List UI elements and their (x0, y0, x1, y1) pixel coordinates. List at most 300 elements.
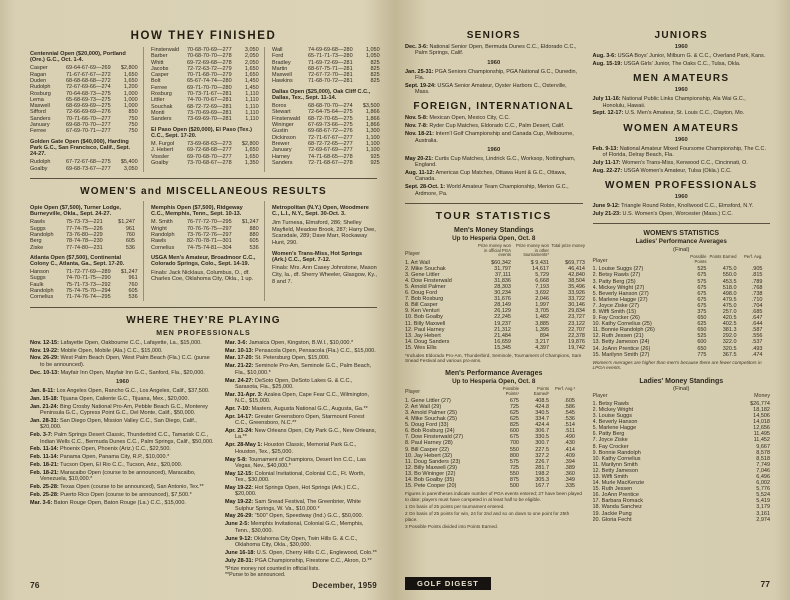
page-number-right: 77 (760, 578, 770, 589)
round-scores: 72-71-68-67—278 (308, 159, 353, 166)
prize-money: 1,000 (123, 103, 138, 110)
calendar-entry (405, 184, 583, 197)
performance-average: .605 (564, 397, 575, 404)
tournament-result-block (272, 47, 380, 85)
prize-money: 961 (128, 275, 138, 282)
money: $26,774 (750, 400, 770, 407)
player-name: 15. Pete Cooper (20) (405, 483, 457, 490)
player-name: 15. Wes Ellis (405, 344, 437, 351)
points-earned: 408.5 (535, 397, 549, 404)
money: 12,656 (753, 425, 770, 432)
player-name: Lema (30, 96, 44, 103)
schedule-text: San Diego Open, Mission Valley C.C., San Diego, Calif., $20,000. (40, 418, 197, 431)
official-money: 26,129 (494, 308, 511, 315)
result-rows (151, 140, 259, 166)
womens-statistics-table (593, 230, 771, 370)
official-money: 37,111 (494, 271, 511, 278)
womens-misc-title: WOMEN'S and MISCELLANEOUS RESULTS (80, 185, 327, 197)
schedule-column-1 (30, 340, 215, 579)
money: 6,002 (756, 480, 770, 487)
player-name: 15. Ruth Jessen (592, 486, 633, 493)
round-scores: 74-75-74-81—304 (187, 244, 232, 251)
total-money: 38,504 (568, 277, 585, 284)
tournament-result-block (30, 254, 138, 301)
ladies-money-headers (593, 394, 771, 400)
player-name: Rudolph (30, 159, 51, 166)
schedule-date: Nov. 12-15: (30, 339, 59, 346)
result-rows (30, 269, 138, 301)
official-money: 31,797 (494, 265, 511, 272)
other-money: $ 9,431 (530, 259, 549, 266)
other-money: 14,617 (532, 265, 549, 272)
calendar-date: July 21-23: (592, 211, 621, 218)
prize-money: 2,050 (244, 53, 259, 60)
performance-average: .815 (751, 272, 763, 279)
possible-points: 675 (697, 302, 707, 309)
schedule-text: Houston Classic, Memorial Park G.C., Houston, Tex., $25,000. (235, 442, 357, 455)
tournament-header: Memphis Open ($7,500), Ridgeway C.C., Memphis, Tenn., Sept. 10-13. (151, 204, 243, 218)
column-header: Player (405, 251, 421, 258)
total-money: 22,378 (568, 332, 585, 339)
calendar-entry (405, 115, 583, 121)
womens-column-1 (30, 201, 138, 301)
prize-money: 880 (249, 225, 259, 232)
prize-money: 1,650 (244, 153, 259, 160)
player-name: Suggs (30, 275, 46, 282)
schedule-text: Phoenix Open, Phoenix (Ariz.) C.C., $22,500. (59, 446, 171, 453)
performance-average: .545 (564, 409, 575, 416)
points-earned: 334.7 (535, 416, 549, 423)
player-name: 16. JoAnn Prentice (592, 492, 639, 499)
points-earned: 257.0 (722, 309, 737, 315)
calendar-entries (593, 203, 771, 217)
player-name: 2. Betsy Rawls (27) (592, 272, 641, 279)
calendar-date: July 11-16: (592, 96, 621, 103)
player-name: 10. Jay Hebert (32) (405, 452, 453, 459)
other-money: 2,046 (535, 296, 549, 303)
performance-average: .430 (564, 440, 575, 447)
other-money: 1,997 (535, 302, 549, 309)
schedule-text: West Palm Beach Open, West Palm Beach (Fla.) C.C. (purse to be announced). (40, 355, 210, 368)
player-name: 5. Arnold Palmer (405, 284, 446, 290)
table-footnote: 3 Possible Points divided into Points Earned. (405, 524, 499, 530)
player-name: Vossler (151, 153, 170, 160)
schedule-entry (225, 513, 377, 519)
results-column-1 (30, 47, 138, 172)
player-name: 2. Mickey Wright (592, 406, 634, 413)
player-name: Wall (272, 47, 283, 53)
round-scores: 75-74-75-70—294 (66, 288, 111, 295)
player-name: 12. Paul Harney (405, 326, 445, 333)
result-rows (272, 103, 380, 166)
calendar-entry (593, 211, 771, 217)
player-name: Goalby (30, 165, 48, 172)
round-scores: 69-72-68-68—277 (187, 147, 232, 154)
player-name: 14. Doug Sanders (405, 338, 450, 345)
total-money: 42,840 (568, 271, 585, 278)
possible-points: 650 (697, 327, 707, 334)
prize-money: 536 (128, 294, 138, 301)
player-name: Ragan (30, 71, 47, 78)
tournament-result-block (30, 51, 138, 135)
player-name: 6. Bob Rosburg (24) (405, 428, 455, 435)
schedule-text: Oklahoma City Open, Twin Hills G. & C.C., Oklahoma City, Okla., $30,000. (235, 535, 358, 548)
round-scores: 71-74-76-74—295 (66, 294, 111, 301)
points-earned: 198.2 (535, 470, 549, 477)
section-foreign-international (405, 101, 583, 197)
money: 11,452 (753, 437, 770, 444)
schedule-text: Los Angeles Open, Rancho G.C., Los Angeles, Calif., $37,500. (56, 387, 210, 394)
points-earned: 327.2 (535, 452, 549, 459)
mens-perf-subtitle: Up to Hesperia Open, Oct. 8 (452, 377, 536, 385)
prize-money: 1,110 (245, 103, 259, 110)
mens-perf-footnotes (405, 491, 583, 529)
prize-money: 1,100 (365, 147, 380, 154)
prize-money: 3,050 (244, 47, 259, 53)
schedule-entry (225, 406, 377, 412)
column-header: Player (592, 392, 608, 399)
possible-points: 675 (697, 296, 707, 303)
womens-stats-rows (593, 266, 771, 357)
player-name: 11. Marilynn Smith (592, 461, 638, 468)
player-name: Bolt (151, 78, 161, 85)
other-money: 4,397 (535, 344, 549, 351)
prize-money: 925 (370, 159, 380, 166)
tournament-header: Metropolitan (N.Y.) Open, Woodmere C., L.I., N.Y., Sept. 30-Oct. 3. (272, 204, 369, 218)
result-rows (30, 65, 138, 135)
money: 5,524 (756, 492, 770, 499)
round-scores: 69-68-73-67—277 (66, 165, 111, 172)
official-money: 21,312 (494, 326, 511, 333)
column-header: Money (754, 392, 770, 399)
player-name: 2. Art Wall (29) (405, 403, 442, 410)
round-scores: 67-69-70-71—277 (66, 128, 111, 135)
prize-money: $1,247 (118, 219, 135, 226)
player-name: Dickinson (272, 134, 296, 141)
other-money: 7,193 (535, 284, 549, 290)
round-scores: 73-70-68-67—278 (187, 159, 232, 166)
possible-points: 625 (509, 409, 519, 416)
round-scores: 68-69-69-69—275 (66, 103, 111, 110)
calendar-date: Aug. 3-6: (592, 53, 617, 59)
juniors-title: JUNIORS (654, 30, 709, 41)
round-scores: 68-72-72-65—277 (308, 140, 353, 147)
result-rows (151, 47, 259, 123)
schedule-date: Dec. 10-13: (30, 369, 60, 376)
calendar-entries (593, 146, 771, 174)
possible-points: 725 (509, 403, 519, 410)
prize-money: 605 (128, 288, 138, 295)
calendar-entry (593, 160, 771, 166)
performance-average: .587 (751, 327, 763, 334)
other-money: 5,729 (535, 271, 549, 278)
round-scores: 73-76-72-76—297 (187, 231, 232, 238)
possible-points: 800 (509, 452, 519, 459)
prize-money: 1,100 (365, 140, 380, 147)
points-earned: 424.8 (535, 403, 549, 410)
prize-money: 750 (128, 115, 138, 122)
round-scores: 74-69-69-68—280 (308, 47, 353, 53)
possible-points: 725 (509, 464, 519, 471)
performance-average: .335 (564, 483, 575, 490)
calendar-entry (593, 146, 771, 159)
result-paragraph: Finals: Jack Nicklaus, Columbus, O., df. Charles Coe, Oklahoma City, Okla., 1 up. (151, 269, 254, 283)
player-name: Ferree (30, 128, 47, 135)
other-money: 894 (539, 332, 549, 339)
performance-average: .493 (751, 345, 763, 352)
calendar-text: Ryder Cup Matches, Eldorado C.C., Palm Desert, Calif. (429, 123, 565, 130)
player-name: 1. Art Wall (405, 259, 430, 266)
schedule-date: June 16-18: (225, 549, 256, 556)
prize-money: $1,247 (120, 269, 138, 276)
prize-money: 1,450 (244, 78, 259, 85)
schedule-date: Jan. 28-31: (30, 418, 59, 424)
player-name: 1. Gene Littler (27) (405, 397, 451, 404)
player-name: 9. Fay Crocker (26) (592, 315, 640, 322)
schedule-date: Feb. 25-28: (30, 492, 59, 499)
schedule-entry (225, 414, 377, 427)
result-rows (30, 159, 138, 172)
player-name: 5. Doug Ford (33) (405, 422, 449, 429)
performance-average: .360 (564, 470, 575, 477)
schedule-entry (225, 378, 377, 391)
schedule-entry (225, 363, 377, 376)
calendar-text: World Amateur Team Championship, Merion G.C., Ardmore, Pa. (415, 184, 569, 197)
result-row (151, 244, 259, 251)
calendar-text: USGA Boys' Junior, Milburn G. & C.C., Overland Park, Kans. (617, 53, 766, 59)
possible-points: 625 (509, 416, 519, 423)
performance-average: .537 (751, 339, 763, 346)
result-row (272, 159, 380, 166)
player-name: 3. Gene Littler (405, 271, 440, 278)
points-earned: 381.3 (722, 327, 737, 334)
prize-money: 961 (125, 225, 135, 232)
section-divider (405, 203, 583, 204)
schedule-date: Feb. 25-28: (30, 484, 59, 491)
tournament-result-block (272, 251, 377, 286)
player-name: 6. Patty Berg (592, 431, 625, 438)
schedule-date: May 19-22: (225, 485, 254, 491)
schedule-date: June 2-5: (225, 521, 250, 528)
column-header: Prize money won in official PGA events (478, 242, 511, 258)
round-scores: 69-72-69-68—278 (187, 59, 232, 66)
prize-money: 825 (370, 59, 380, 66)
money: 5,776 (756, 486, 770, 493)
other-money: 6,668 (535, 277, 549, 284)
player-name: Bradley (272, 59, 291, 66)
player-name: Berg (30, 238, 42, 245)
player-name: Gustin (272, 128, 288, 135)
official-money: 28,303 (494, 284, 511, 290)
schedule-entry (225, 442, 377, 455)
calendar-entry (405, 156, 583, 169)
schedule-entry (225, 355, 377, 361)
prize-money: 760 (125, 231, 135, 238)
points-earned: 305.3 (535, 477, 549, 483)
total-money: $69,773 (565, 259, 585, 266)
schedule-date: Feb. 11-14: (30, 446, 59, 453)
men-amateurs-title: MEN AMATEURS (633, 73, 730, 85)
calendar-text: Americas Cup Matches, Ottawa Hunt & G.C., Ottawa, Canada. (415, 170, 567, 183)
official-money: $60,342 (491, 259, 511, 266)
player-name: 8. Paul Harney (28) (405, 440, 453, 447)
player-name: 7. Dow Finsterwald (27) (405, 434, 464, 441)
womens-stats-note: Women's Averages are higher than men's because there are fewer competitors in LPGA events. (592, 359, 762, 371)
calendar-text: Women's Trans-Miss, Kenwood C.C., Cincinnati, O. (622, 159, 748, 166)
points-earned: 227.5 (535, 446, 549, 453)
schedule-text: Maracaibo Open (course to be announced), Maracaibo, Venezuela, $10,000.* (40, 470, 196, 483)
calendar-entry (593, 203, 771, 209)
schedule-text: St. Petersburg Open, $15,000. (254, 355, 330, 362)
performance-average: .789 (751, 278, 763, 285)
player-name: Faulk (30, 281, 44, 288)
player-name: Littler (151, 97, 165, 104)
schedule-date: May 5-8: (225, 456, 248, 463)
round-scores: 82-70-78-71—301 (187, 238, 232, 245)
schedule-entry (225, 485, 377, 498)
money: 5,419 (756, 498, 770, 505)
player-name: Souchak (151, 103, 173, 110)
schedule-entry (225, 471, 377, 484)
schedule-entry (30, 370, 215, 376)
schedule-footnotes (225, 566, 377, 579)
round-scores: 68-68-70-70—274 (308, 103, 353, 110)
final-label: (Final) (673, 385, 690, 392)
column-header: Perf. Avg.³ (555, 385, 575, 391)
performance-average: .514 (564, 422, 575, 429)
schedule-entry (30, 340, 215, 346)
tournament-header: Opie Open ($7,500), Turner Lodge, Burneyville, Okla., Sept. 24-27. (30, 204, 121, 218)
round-scores: 71-72-77-69—289 (66, 269, 111, 276)
player-name: 4. Mike Souchak (25) (405, 416, 457, 423)
player-name: Sanders (272, 159, 293, 166)
prize-money: 1,100 (365, 134, 380, 141)
prize-money: 1,110 (245, 109, 259, 116)
column-header: Possible Points¹ (502, 385, 519, 396)
player-name: 13. Betty Jameson (24) (592, 339, 650, 346)
player-name: Martin (272, 65, 288, 72)
player-name: 7. Bob Rosburg (405, 296, 444, 303)
calendar-text: USGA Girls' Junior, The Oaks C.C., Tulsa, Okla. (623, 60, 741, 67)
schedule-text: Mayfair Inn Open, Mayfair Inn G.C., Sanford, Fla., $20,000. (60, 369, 205, 376)
total-money: 29,834 (568, 308, 585, 315)
schedule-column-2 (225, 340, 377, 579)
calendar-text: U.S. Women's Open, Worcester (Mass.) C.C. (622, 211, 733, 218)
possible-points: 525 (697, 333, 707, 340)
round-scores: 70-68-70-70—278 (187, 53, 232, 60)
money: 6,496 (756, 474, 770, 480)
schedule-text: New Orleans Open, City Park G.C., New Orleans, La.** (235, 428, 376, 441)
prize-money: 1,110 (245, 116, 259, 123)
points-earned: 424.4 (535, 422, 549, 429)
player-name: Rudolph (30, 84, 51, 91)
prize-money: 605 (249, 238, 259, 245)
round-scores: 77-74-80—231 (66, 244, 103, 251)
possible-points: 500 (509, 483, 519, 490)
round-scores: 75-73-73—221 (66, 219, 103, 226)
player-name: 9. Bonnie Randolph (592, 449, 641, 456)
total-money: 46,414 (568, 265, 585, 272)
table-row (405, 483, 583, 489)
performance-average: .704 (751, 302, 763, 309)
calendar-date: July 11-17: (592, 159, 621, 166)
round-scores: 74-70-71-75—290 (66, 275, 111, 282)
money: 3,161 (756, 510, 770, 517)
player-name: 14. JoAnn Prentice (26) (592, 345, 651, 352)
total-money: 19,876 (568, 338, 585, 345)
player-name: 10. Kathy Cornelius (25) (592, 321, 652, 328)
player-name: 14. Murle MacKenzie (592, 480, 645, 487)
prize-money: 1,050 (365, 47, 380, 53)
money: 14,506 (753, 413, 770, 420)
prize-money: 825 (370, 72, 380, 79)
possible-points: 700 (509, 440, 519, 447)
prize-money: 536 (125, 244, 135, 251)
player-name: Hawkins (272, 78, 293, 85)
prize-money: 536 (249, 244, 259, 251)
player-name: Cornelius (151, 244, 175, 251)
calendar-text: National Amateur Mixed Foursome Championship, The C.C. of Florida, Delray Beach, Fla. (602, 145, 767, 159)
player-name: 3. Louise Suggs (592, 413, 632, 420)
player-name: 4. Beverly Hanson (592, 419, 638, 426)
player-name: Ferree (151, 84, 168, 91)
player-name: 9. Bill Casper (22) (405, 446, 450, 453)
round-scores: 70-73-71-67—281 (187, 91, 232, 98)
round-scores: 74-71-68-65—278 (308, 153, 353, 160)
total-money: 33,722 (568, 296, 585, 303)
calendar-entries (405, 44, 583, 57)
schedule-text: Jamaica Open, Kingston, B.W.I., $10,000.* (248, 339, 354, 346)
schedule-date: Feb. 3-7: (30, 432, 53, 439)
performance-average: .490 (564, 434, 575, 441)
year-divider: 1960 (674, 194, 688, 201)
calendar-entry (405, 131, 583, 144)
points-earned: 402.5 (722, 321, 737, 328)
tournament-header: Dallas Open ($25,000), Oak Cliff C.C., Dallas, Tex., Sept. 11-14. (272, 88, 371, 102)
men-professionals-subtitle: MEN PROFESSIONALS (156, 329, 251, 337)
schedule-text: PGA Championship, Firestone C.C., Akron, O.** (254, 557, 372, 564)
schedule-entry (30, 454, 215, 460)
schedule-text: Tournament of Champions, Desert Inn C.C., Las Vegas, Nev., $40,000.* (235, 456, 366, 469)
mens-money-subtitle: Up to Hesperia Open, Oct. 8 (452, 234, 536, 242)
player-name: Randolph (30, 288, 54, 295)
player-name: Cornelius (30, 294, 54, 301)
calendar-date: Nov. 7-8: (405, 123, 428, 130)
result-row (272, 78, 380, 85)
points-earned: 518.0 (722, 284, 737, 291)
right-column-2 (593, 30, 771, 530)
other-money: 3,217 (535, 338, 549, 345)
calendar-entry (593, 61, 771, 67)
tournament-result-block (151, 255, 256, 283)
ladies-money-rows (593, 401, 771, 523)
calendar-date: Aug. 15-19: (592, 60, 623, 67)
round-scores: 72-67-72-70—281 (308, 72, 353, 79)
player-name: 13. Jay Hebert (405, 332, 441, 339)
performance-average: .644 (751, 321, 763, 328)
mens-perf-headers (405, 387, 583, 396)
calendar-date: Dec. 3-6: (405, 44, 428, 50)
mens-money-rows (405, 260, 583, 351)
total-money: 22,707 (568, 326, 585, 333)
calendar-date: Feb. 9-13: (592, 145, 619, 152)
tournament-header: Atlanta Open ($7,500), Continental Colony C., Atlanta, Ga., Sept. 17-20. (30, 254, 125, 268)
player-name: 8. Fay Crocker (592, 443, 629, 450)
player-name: 10. Kathy Cornelius (592, 455, 641, 462)
right-page-footer (405, 577, 770, 590)
round-scores: 65-68-69-73—275 (66, 96, 111, 103)
tournament-result-block (30, 138, 138, 172)
